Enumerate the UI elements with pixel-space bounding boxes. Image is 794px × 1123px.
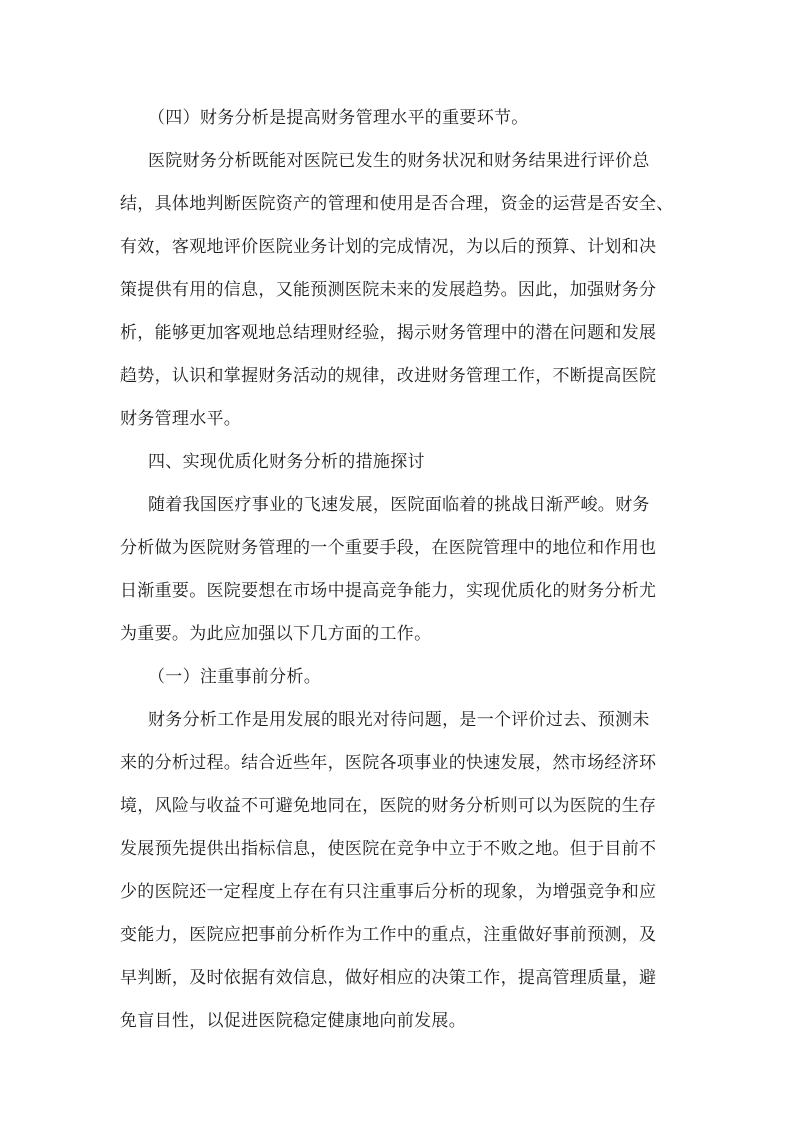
text-line: 医院财务分析既能对医院已发生的财务状况和财务结果进行评价总 (148, 151, 650, 171)
text-line: 发展预先提供出指标信息，使医院在竞争中立于不败之地。但于目前不 (120, 839, 657, 859)
text-line: 日渐重要。医院要想在市场中提高竞争能力，实现优质化的财务分析尤 (120, 581, 657, 601)
text-line: 有效，客观地评价医院业务计划的完成情况，为以后的预算、计划和决 (120, 237, 657, 257)
text-line: 结，具体地判断医院资产的管理和使用是否合理，资金的运营是否安全、 (120, 194, 674, 214)
text-line: 境，风险与收益不可避免地同在，医院的财务分析则可以为医院的生存 (120, 796, 657, 816)
section-heading-4: 四、实现优质化财务分析的措施探讨 (148, 452, 425, 472)
text-line: 变能力，医院应把事前分析作为工作中的重点，注重做好事前预测，及 (120, 925, 657, 945)
text-line: 策提供有用的信息，又能预测医院未来的发展趋势。因此，加强财务分 (120, 280, 657, 300)
text-line: 来的分析过程。结合近些年，医院各项事业的快速发展，然市场经济环 (120, 753, 657, 773)
text-line: 少的医院还一定程度上存在有只注重事后分析的现象，为增强竞争和应 (120, 882, 657, 902)
subheading-1: （一）注重事前分析。 (148, 667, 321, 687)
text-line: 财务分析工作是用发展的眼光对待问题，是一个评价过去、预测未 (148, 710, 650, 730)
text-line: 早判断，及时依据有效信息，做好相应的决策工作，提高管理质量，避 (120, 968, 657, 988)
subheading-section-4: （四）财务分析是提高财务管理水平的重要环节。 (148, 108, 529, 128)
text-line: 免盲目性，以促进医院稳定健康地向前发展。 (120, 1011, 466, 1031)
text-line: 财务管理水平。 (120, 409, 242, 429)
text-line: 分析做为医院财务管理的一个重要手段，在医院管理中的地位和作用也 (120, 538, 657, 558)
text-line: 趋势，认识和掌握财务活动的规律，改进财务管理工作，不断提高医院 (120, 366, 657, 386)
text-line: 为重要。为此应加强以下几方面的工作。 (120, 624, 432, 644)
text-line: 随着我国医疗事业的飞速发展，医院面临着的挑战日渐严峻。财务 (148, 495, 650, 515)
text-line: 析，能够更加客观地总结理财经验，揭示财务管理中的潜在问题和发展 (120, 323, 657, 343)
